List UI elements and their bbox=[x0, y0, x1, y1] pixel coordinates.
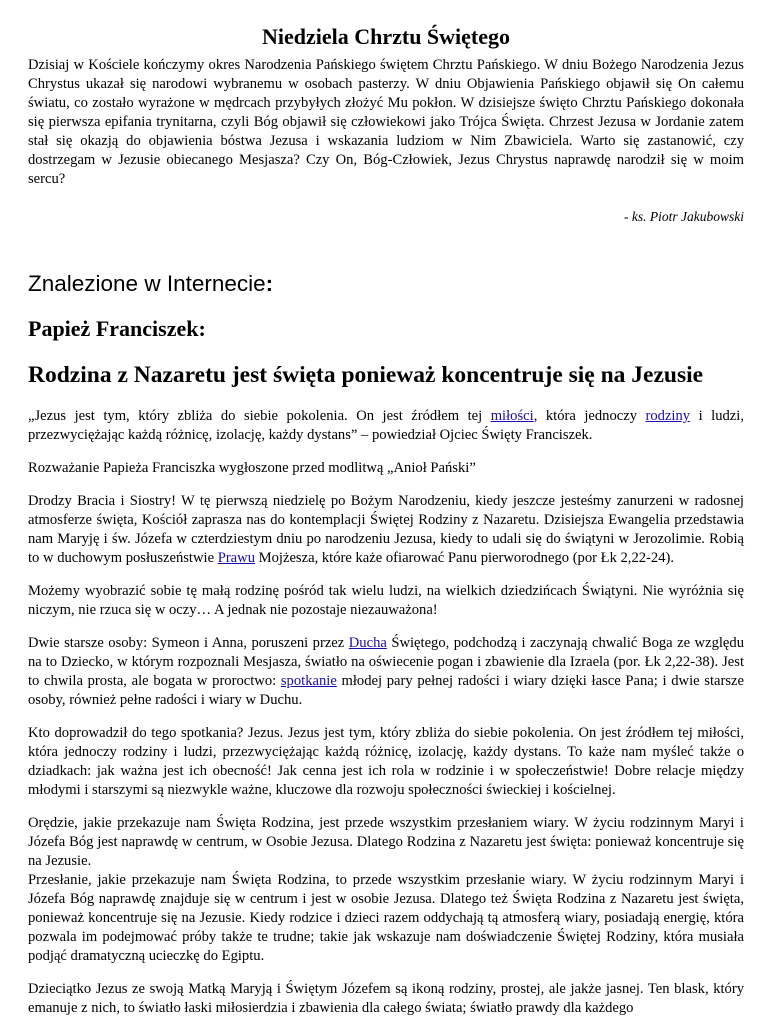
link-milosci[interactable]: miłości bbox=[490, 408, 534, 424]
body-paragraph-6: Przesłanie, jakie przekazuje nam Święta Rodzina, to przede wszystkim przesłanie wiary. W życiu rodzinnym Maryi i Józefa Bóg naprawdę znajduje się w centrum i jest w osobie Jezusa. Dlatego też Święta Rodzina z Nazaretu jest święta, ponieważ koncentruje się na Jezusie. Kiedy rodzice i dzieci razem oddychają tą atmosferą wiary, posiadają energię, która pozwala im podejmować próby także te trudne; takie jak wskazuje nam doświadczenie Świętej Rodziny, która musiała podjąć dramatyczną ucieczkę do Egiptu. bbox=[28, 872, 744, 964]
body-paragraph-2: Możemy wyobrazić sobie tę małą rodzinę pośród tak wielu ludzi, na wielkich dziedzińcach Świątyni. Nie wyróżnia się niczym, nie rzuca się w oczy… A jednak nie pozostaje niezauważona! bbox=[28, 583, 744, 618]
page-title: Niedziela Chrztu Świętego bbox=[261, 24, 511, 49]
found-heading-colon: : bbox=[265, 271, 274, 296]
link-spotkanie[interactable]: spotkanie bbox=[280, 673, 337, 689]
signature: - ks. Piotr Jakubowski bbox=[624, 209, 744, 224]
body-paragraph-5: Orędzie, jakie przekazuje nam Święta Rodzina, jest przede wszystkim przesłaniem wiary. W życiu rodzinnym Maryi i Józefa Bóg jest naprawdę w centrum, w Osobie Jezusa. Dlatego Rodzina z Nazaretu jest święta: ponieważ koncentruje się na Jezusie. bbox=[28, 815, 744, 869]
section-heading-found bbox=[28, 270, 744, 298]
body-paragraph-3: Dwie starsze osoby: Symeon i Anna, poruszeni przez Ducha Świętego, podchodzą i zaczynają chwalić Boga ze względu na to Dziecko, w którym rozpoznali Mesjasza, światło na oświecenie pogan i zbawienie dla Izraela (por. Łk 2,22-38). Jest to chwila prosta, ale bogata w proroctwo: spotkanie młodej pary pełnej radości i wiary dzięki łasce Pana; i dwie starsze osoby, również pełne radości i wiary w Duchu. bbox=[28, 635, 744, 708]
quote-paragraph: „Jezus jest tym, który zbliża do siebie pokolenia. On jest źródłem tej miłości, która jednoczy rodziny i ludzi, przezwyciężając każdą różnicę, izolację, każdy dystans” – powiedział Ojciec Święty Franciszek. bbox=[28, 408, 744, 443]
article-headline: Rodzina z Nazaretu jest święta ponieważ koncentruje się na Jezusie bbox=[28, 362, 704, 388]
pope-heading: Papież Franciszek: bbox=[28, 316, 206, 341]
subtitle-paragraph: Rozważanie Papieża Franciszka wygłoszone przed modlitwą „Anioł Pański” bbox=[28, 460, 476, 476]
link-ducha[interactable]: Ducha bbox=[348, 635, 387, 651]
document-content bbox=[0, 22, 768, 1018]
intro-paragraph: Dzisiaj w Kościele kończymy okres Narodzenia Pańskiego świętem Chrztu Pańskiego. W dniu Bożego Narodzenia Jezus Chrystus ukazał się narodowi wybranemu w osobach pasterzy. W dniu Objawienia Pańskiego objawił się On całemu światu, co zostało wyrażone w mędrcach przybyłych złożyć Mu pokłon. W dzisiejsze święto Chrztu Pańskiego dokonała się pierwsza epifania trynitarna, czyli Bóg objawił się człowiekowi jako Trójca Święta. Chrzest Jezusa w Jordanie zatem stał się okazją do objawienia bóstwa Jezusa i wskazania ludziom w Nim Zbawiciela. Warto się zastanowić, czy dostrzegam w Jezusie obiecanego Mesjasza? Czy On, Bóg-Człowiek, Jezus Chrystus naprawdę narodził się w moim sercu? bbox=[28, 57, 744, 187]
body-paragraph-1: Drodzy Bracia i Siostry! W tę pierwszą niedzielę po Bożym Narodzeniu, kiedy jeszcze jesteśmy zanurzeni w radosnej atmosferze święta, Kościół zaprasza nas do kontemplacji Świętej Rodziny z Nazaretu. Dzisiejsza Ewangelia przedstawia nam Maryję i św. Józefa w czterdziestym dniu po narodzeniu Jezusa, kiedy to udali się do świątyni w Jerozolimie. Robią to w duchowym posłuszeństwie Prawu Mojżesza, które każe ofiarować Panu pierworodnego (por Łk 2,22-24). bbox=[28, 493, 744, 566]
document-page bbox=[0, 22, 768, 1016]
found-heading-text: Znalezione w Internecie bbox=[28, 271, 266, 296]
body-paragraph-7: Dzieciątko Jezus ze swoją Matką Maryją i Świętym Józefem są ikoną rodziny, prostej, ale jakże jasnej. Ten blask, który emanuje z nich, to światło łaski miłosierdzia i zbawienia dla całego świata; światło prawdy dla każdego bbox=[28, 981, 744, 1016]
link-rodziny[interactable]: rodziny bbox=[645, 408, 691, 424]
link-prawu[interactable]: Prawu bbox=[217, 550, 255, 566]
body-paragraph-4: Kto doprowadził do tego spotkania? Jezus. Jezus jest tym, który zbliża do siebie pokolenia. On jest źródłem tej miłości, która jednoczy rodziny i ludzi, przezwyciężając każdą różnicę, izolację, każdy dystans. To każe nam myśleć także o dziadkach: jak ważna jest ich obecność! Jak cenna jest ich rola w rodzinie i w społeczeństwie! Dobre relacje między młodymi i starszymi są niezwykle ważne, kluczowe dla rozwoju społeczności świeckiej i kościelnej. bbox=[28, 725, 744, 798]
